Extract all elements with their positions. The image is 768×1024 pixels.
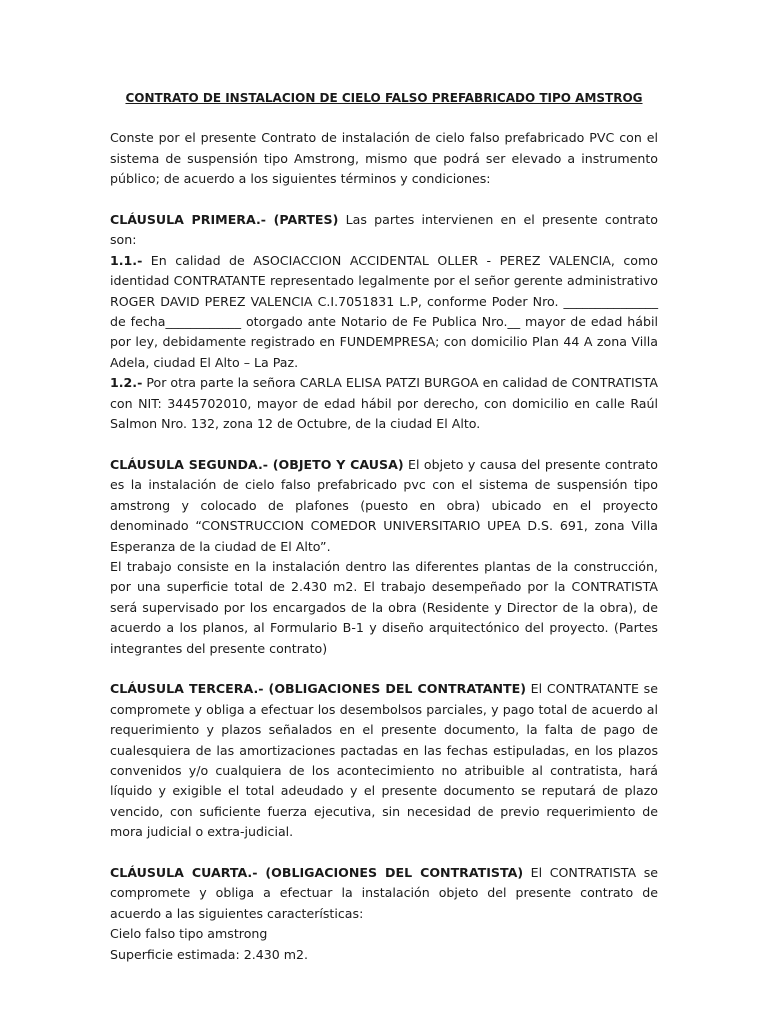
clause-second-text: El objeto y causa del presente contrato es la instalación de cielo falso prefabricado pvc con el sistema de suspensión tipo amstrong y colocado de plafones (puesto en obra) ubicado en el proyecto denominado “CONSTRUCCION COMEDOR UNIVERSITARIO UPEA D.S. 691, zona Villa Esperanza de la ciudad de El Alto”. (110, 456, 658, 554)
clause-third-text: El CONTRATANTE se compromete y obliga a efectuar los desembolsos parciales, y pago total de acuerdo al requerimiento y plazos señalados en el presente documento, la falta de pago de cualesquiera de las amortizaciones pactadas en las fechas estipuladas, en los plazos convenidos y/o cualquiera de los acontecimiento no atribuible al contratista, hará líquido y exigible el total adeudado y el presente documento se reputará de plazo vencido, con suficiente fuerza ejecutiva, sin necesidad de previo requerimiento de mora judicial o extra-judicial. (110, 681, 658, 840)
clause-fourth-line-1: Cielo falso tipo amstrong (110, 926, 268, 942)
clause-second-paragraph-2: El trabajo consiste en la instalación dentro las diferentes plantas de la construcción, por una superficie total de 2.430 m2. El trabajo desempeñado por la CONTRATISTA será supervisado por los encargados de la obra (Residente y Director de la obra), de acuerdo a los planos, al Formulario B-1 y diseño arquitectónico del proyecto. (Partes integrantes del presente contrato) (110, 558, 658, 656)
clause-third-paragraph (110, 679, 658, 842)
clause-first-intro (110, 210, 658, 251)
item-1-2-label: 1.2.- (110, 375, 143, 391)
clause-first-item-1 (110, 251, 658, 373)
clause-second-heading: CLÁUSULA SEGUNDA.- (OBJETO Y CAUSA) (110, 456, 404, 472)
clause-fourth-line-2: Superficie estimada: 2.430 m2. (110, 946, 309, 962)
item-1-1-text: En calidad de ASOCIACCION ACCIDENTAL OLLER - PEREZ VALENCIA, como identidad CONTRATANTE representado legalmente por el señor gerente administrativo ROGER DAVID PEREZ VALENCIA C.I.7051831 L.P, conforme Poder Nro. _______________ de fecha____________ otorgado ante Notario de Fe Publica Nro.__ mayor de edad hábil por ley, debidamente registrado en FUNDEMPRESA; con domicilio Plan 44 A zona Villa Adela, ciudad El Alto – La Paz. (110, 252, 658, 370)
clause-fourth-paragraph (110, 863, 658, 924)
paragraph-gap (110, 659, 658, 679)
item-1-1-label: 1.1.- (110, 252, 143, 268)
clause-first-text: Las partes intervienen en el presente contrato son: (110, 212, 658, 248)
clause-second-paragraph (110, 455, 658, 557)
clause-fourth-heading: CLÁUSULA CUARTA.- (OBLIGACIONES DEL CONTRATISTA) (110, 864, 524, 880)
paragraph-gap (110, 843, 658, 863)
intro-paragraph: Conste por el presente Contrato de instalación de cielo falso prefabricado PVC con el sistema de suspensión tipo Amstrong, mismo que podrá ser elevado a instrumento público; de acuerdo a los siguientes términos y condiciones: (110, 130, 658, 187)
paragraph-gap (110, 190, 658, 210)
document-page (110, 88, 658, 965)
clause-third-heading: CLÁUSULA TERCERA.- (OBLIGACIONES DEL CONTRATANTE) (110, 681, 526, 697)
clause-fourth-text: El CONTRATISTA se compromete y obliga a efectuar la instalación objeto del presente contrato de acuerdo a las siguientes características: (110, 864, 659, 921)
clause-first-item-2 (110, 373, 658, 434)
document-title: CONTRATO DE INSTALACION DE CIELO FALSO PREFABRICADO TIPO AMSTROG (125, 91, 643, 105)
paragraph-gap (110, 434, 658, 454)
clause-first-heading: CLÁUSULA PRIMERA.- (PARTES) (110, 212, 339, 228)
item-1-2-text: Por otra parte la señora CARLA ELISA PATZI BURGOA en calidad de CONTRATISTA con NIT: 3445702010, mayor de edad hábil por derecho, con domicilio en calle Raúl Salmon Nro. 132, zona 12 de Octubre, de la ciudad El Alto. (110, 375, 658, 432)
